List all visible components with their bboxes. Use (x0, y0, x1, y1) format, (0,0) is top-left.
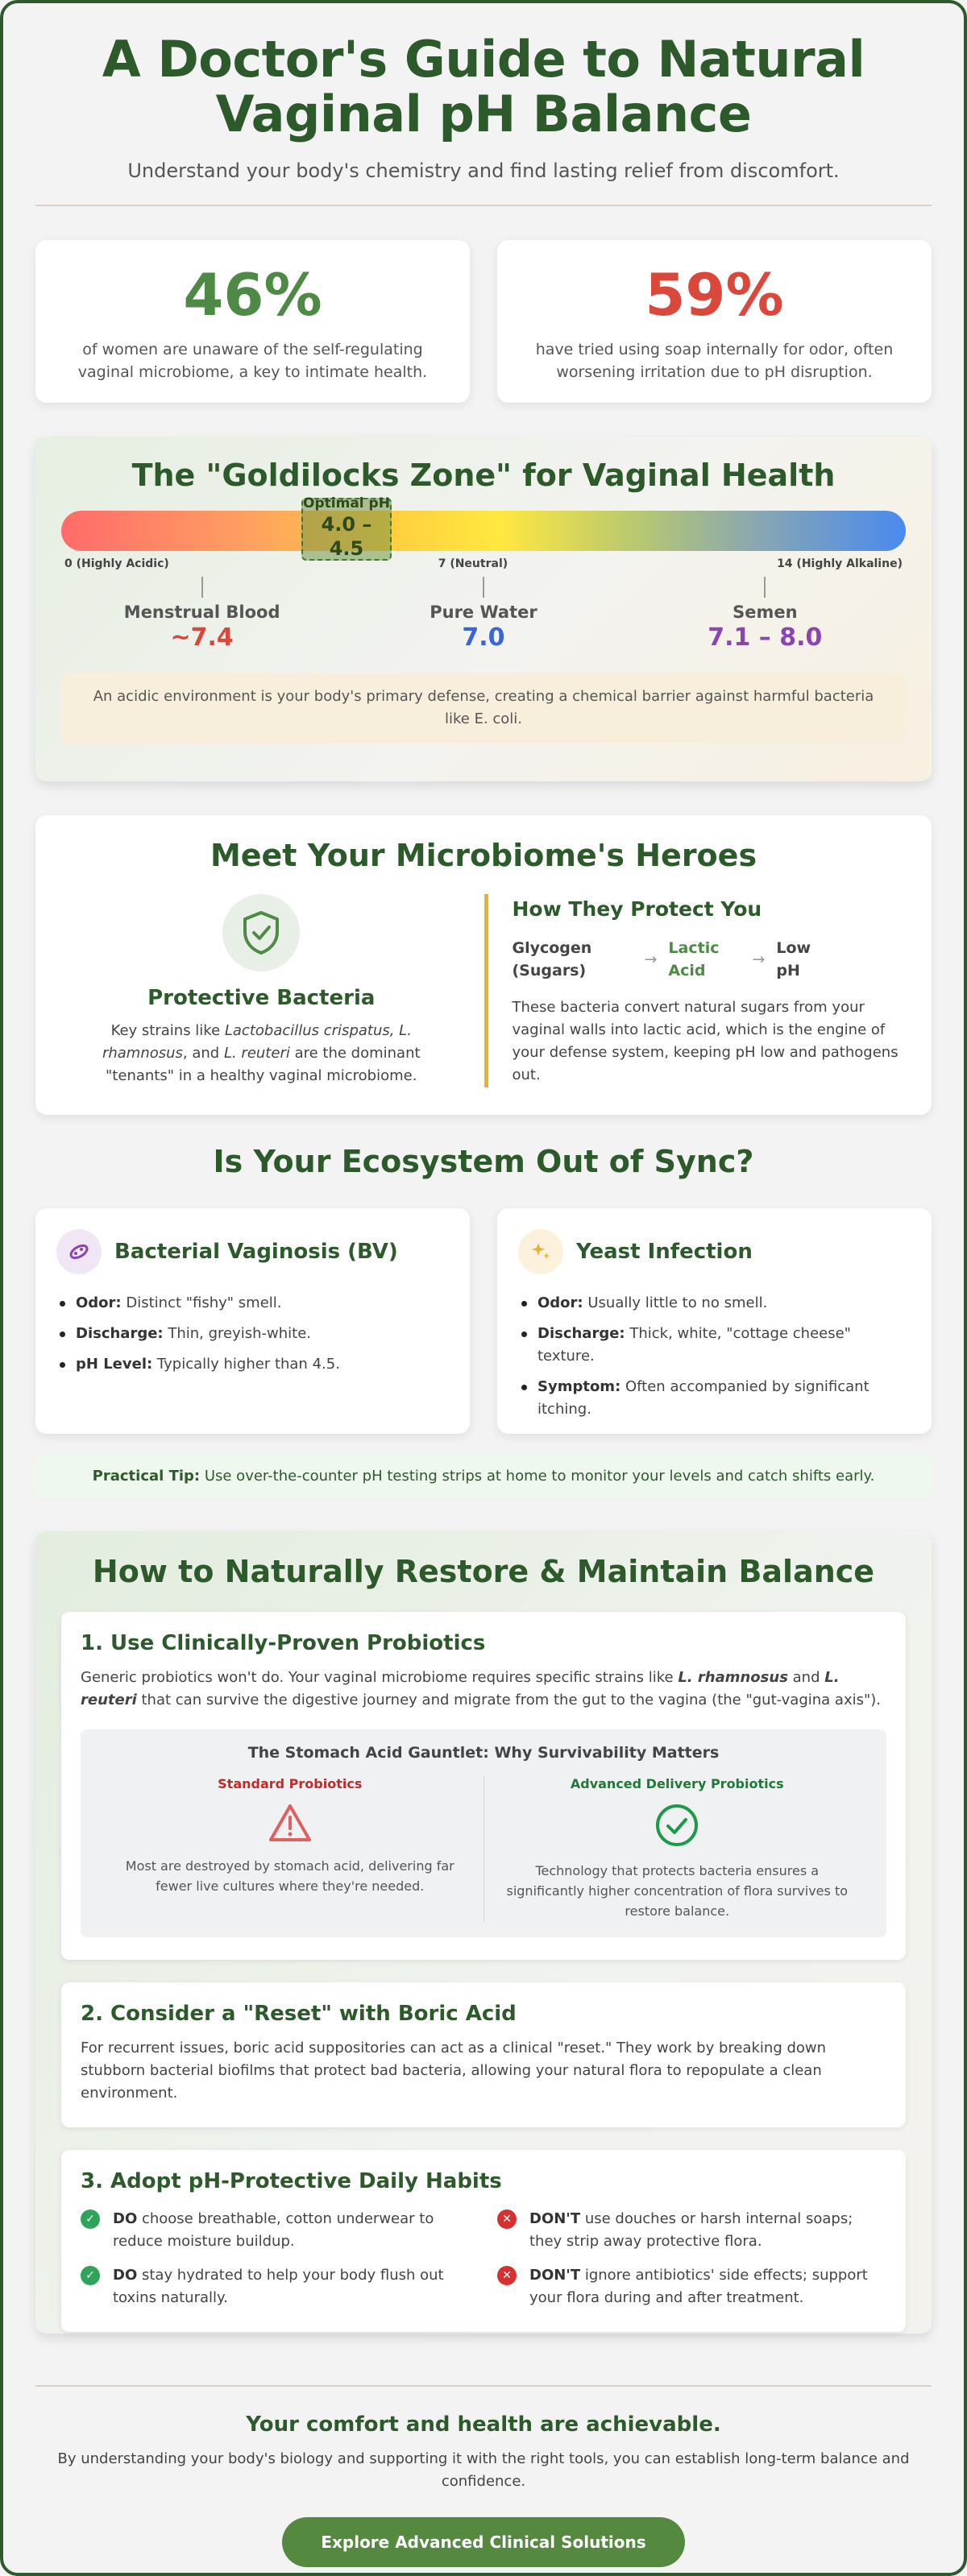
yeast-icon (518, 1229, 563, 1274)
step-title: 2. Consider a "Reset" with Boric Acid (81, 2002, 517, 2026)
goldilocks-zone-section (35, 437, 932, 781)
habits-grid (81, 2208, 886, 2309)
arrow-right-icon: → (644, 950, 658, 968)
stat-text: have tried using soap internally for odor, often worsening irritation due to pH disruption. (535, 341, 894, 381)
restore-balance-section (35, 1531, 932, 2334)
ph-tick-labels (61, 557, 906, 570)
divider (35, 2385, 932, 2387)
advanced-probiotics (484, 1776, 871, 1921)
how-they-protect-text: These bacteria convert natural sugars from your vaginal walls into lactic acid, which is the engine of your defense system, keeping pH low and pathogens out. (512, 999, 899, 1083)
gauntlet-columns (97, 1776, 870, 1921)
advanced-probiotics-text: Technology that protects bacteria ensures a significantly higher concentration of flora survives to restore balance. (506, 1863, 848, 1919)
marker-line (764, 577, 766, 598)
marker-value: 7.0 (462, 623, 505, 652)
divider (35, 205, 932, 206)
closing-section (35, 2412, 932, 2567)
condition-header (518, 1229, 911, 1274)
protective-bacteria (68, 894, 484, 1087)
marker-value: 7.1 – 8.0 (708, 623, 823, 652)
condition-title: Bacterial Vaginosis (BV) (114, 1240, 398, 1264)
how-they-protect (484, 894, 900, 1087)
step-title: 1. Use Clinically-Proven Probiotics (81, 1631, 486, 1655)
ph-tick: 0 (Highly Acidic) (64, 557, 169, 570)
ph-gradient-bar (61, 511, 906, 551)
practical-tip: Practical Tip: Use over-the-counter pH testing strips at home to monitor your levels and catch shifts early. (35, 1455, 932, 1497)
habit-dont: ✕ DON'T ignore antibiotics' side effects; support your flora during and after treatment. (497, 2264, 886, 2309)
protective-bacteria-title: Protective Bacteria (147, 986, 376, 1010)
condition-card-yeast (497, 1208, 932, 1434)
marker-line (201, 577, 203, 598)
ph-marker (379, 577, 588, 652)
section-title: How to Naturally Restore & Maintain Balance (92, 1554, 875, 1589)
check-icon: ✓ (81, 2209, 100, 2229)
flow-step: Low pH (776, 939, 811, 979)
list-item: Odor: Usually little to no smell. (518, 1292, 911, 1315)
ph-marker (98, 577, 307, 652)
step-probiotics (61, 1612, 906, 1960)
list-item: pH Level: Typically higher than 4.5. (56, 1353, 449, 1376)
gauntlet-title: The Stomach Acid Gauntlet: Why Survivability Matters (247, 1744, 720, 1762)
shield-check-icon (222, 894, 300, 971)
step-text: For recurrent issues, boric acid suppositories can act as a clinical "reset." They work by breaking down stubborn bacterial biofilms that protect bad bacteria, allowing your natural flora to repopulate a clean environment. (81, 2040, 827, 2102)
microbiome-heroes-section (35, 815, 932, 1115)
optimal-ph-range (301, 495, 392, 561)
standard-probiotics-text: Most are destroyed by stomach acid, delivering far fewer live cultures where they're needed. (125, 1858, 454, 1894)
marker-label: Semen (733, 603, 798, 622)
habit-dont: ✕ DON'T use douches or harsh internal soaps; they strip away protective flora. (497, 2208, 886, 2253)
ph-tick: 7 (Neutral) (438, 557, 508, 570)
stat-card (35, 240, 470, 403)
ph-scale (61, 495, 906, 560)
closing-title: Your comfort and health are achievable. (246, 2412, 721, 2437)
step-title: 3. Adopt pH-Protective Daily Habits (81, 2169, 502, 2193)
symptom-list (518, 1292, 911, 1421)
step-boric-acid (61, 1982, 906, 2127)
marker-line (483, 577, 484, 598)
stat-value: 46% (183, 261, 322, 329)
marker-value: ~7.4 (170, 623, 234, 652)
section-title: Is Your Ecosystem Out of Sync? (213, 1144, 754, 1179)
optimal-ph-value: 4.0 – 4.5 (321, 513, 372, 560)
bacteria-icon (56, 1229, 102, 1274)
list-item: Odor: Distinct "fishy" smell. (56, 1292, 449, 1315)
step-text: Generic probiotics won't do. Your vaginal microbiome requires specific strains like L. rhamnosus and L. reuteri that can survive the digestive journey and migrate from the gut to the vagina (the "gut-vagina axis"). (81, 1669, 882, 1708)
condition-title: Yeast Infection (576, 1240, 753, 1264)
x-icon: ✕ (497, 2266, 517, 2285)
stat-card (497, 240, 932, 403)
step-daily-habits (61, 2150, 906, 2332)
standard-probiotics (97, 1776, 484, 1921)
page-title: A Doctor's Guide to Natural Vaginal pH Balance (102, 30, 865, 143)
explore-solutions-button[interactable]: Explore Advanced Clinical Solutions (282, 2517, 685, 2567)
ph-tick: 14 (Highly Alkaline) (777, 557, 903, 570)
protection-flow (513, 937, 900, 982)
list-item: Discharge: Thin, greyish-white. (56, 1323, 449, 1345)
warning-triangle-icon (113, 1803, 467, 1846)
condition-header (56, 1229, 449, 1274)
stat-text: of women are unaware of the self-regulating vaginal microbiome, a key to intimate health. (77, 341, 428, 381)
check-icon: ✓ (81, 2266, 100, 2285)
list-item: Symptom: Often accompanied by significant itching. (518, 1376, 911, 1421)
condition-card-bv (35, 1208, 470, 1434)
flow-step: Glycogen (Sugars) (512, 939, 592, 979)
closing-text: By understanding your body's biology and supporting it with the right tools, you can establish long-term balance and confidence. (57, 2450, 910, 2490)
optimal-ph-label: Optimal pH (303, 495, 390, 511)
marker-label: Menstrual Blood (123, 603, 280, 622)
section-title: Meet Your Microbiome's Heroes (210, 838, 757, 873)
ph-marker (660, 577, 869, 652)
list-item: Discharge: Thick, white, "cottage cheese" texture. (518, 1323, 911, 1368)
advanced-probiotics-title: Advanced Delivery Probiotics (570, 1776, 784, 1791)
standard-probiotics-title: Standard Probiotics (218, 1776, 363, 1791)
page-subtitle: Understand your body's chemistry and find lasting relief from discomfort. (127, 159, 840, 182)
stat-value: 59% (645, 261, 784, 329)
symptom-list (56, 1292, 449, 1376)
marker-label: Pure Water (430, 603, 537, 622)
zone-note: An acidic environment is your body's primary defense, creating a chemical barrier against harmful bacteria like E. coli. (61, 673, 906, 743)
stomach-acid-gauntlet (81, 1729, 886, 1937)
conditions-row (35, 1208, 932, 1434)
habit-do: ✓ DO choose breathable, cotton underwear to reduce moisture buildup. (81, 2208, 470, 2253)
how-they-protect-title: How They Protect You (512, 897, 762, 921)
habit-do: ✓ DO stay hydrated to help your body flush out toxins naturally. (81, 2264, 470, 2309)
flow-step: Lactic Acid (668, 939, 720, 979)
x-icon: ✕ (497, 2209, 517, 2229)
arrow-right-icon: → (752, 950, 766, 968)
stats-row (35, 240, 932, 403)
check-circle-icon (500, 1803, 855, 1851)
protective-bacteria-text: Key strains like Lactobacillus crispatus, L. rhamnosus, and L. reuteri are the dominant "tenants" in a healthy vaginal microbiome. (102, 1022, 421, 1084)
heroes-body (68, 894, 899, 1087)
section-title: The "Goldilocks Zone" for Vaginal Health (131, 458, 836, 493)
ph-markers (61, 577, 906, 652)
